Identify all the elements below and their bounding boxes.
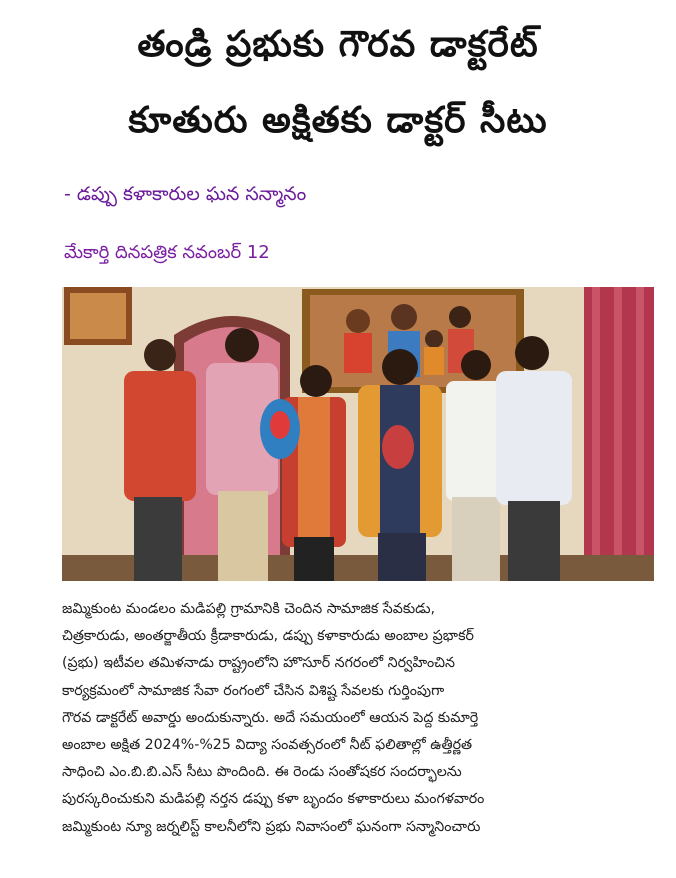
body-line: (ప్రభు) ఇటీవల తమిళనాడు రాష్ట్రంలోని హొసూర్ నగరంలో నిర్వహించిన — [62, 655, 456, 672]
article-body — [62, 596, 656, 841]
body-line: అంబాల అక్షిత 2024%-%25 విద్యా సంవత్సరంలో నీట్ ఫలితాల్లో ఉత్తీర్ణత — [62, 737, 473, 754]
person-red-shirt — [124, 371, 196, 501]
subheadline: - డప్పు కళాకారుల ఘన సన్మానం — [64, 183, 307, 205]
news-photo — [62, 287, 654, 581]
body-line: గౌరవ డాక్టరేట్ అవార్డు అందుకున్నారు. అదే సమయంలో ఆయన పెద్ద కుమార్తె — [62, 709, 479, 726]
headline-line-1: తండ్రి ప్రభుకు గౌరవ డాక్టరేట్ — [137, 24, 539, 65]
headline-line-2: కూతురు అక్షితకు డాక్టర్ సీటు — [128, 100, 548, 141]
body-line: జమ్మికుంట మండలం మడిపల్లి గ్రామానికి చెందిన సామాజిక సేవకుడు, — [62, 601, 436, 617]
body-line: పురస్కరించుకుని మడిపల్లి నర్తన డప్పు కళా బృందం కళాకారులు మంగళవారం — [62, 791, 485, 808]
body-line: సాధించి ఎం.బి.బి.ఎస్ సీటు పొందింది. ఈ రెండు సంతోషకర సందర్భాలను — [62, 764, 462, 781]
dateline: మేకార్తి దినపత్రిక నవంబర్ 12 — [64, 242, 270, 263]
body-line: కార్యక్రమంలో సామాజిక సేవా రంగంలో చేసిన విశిష్ట సేవలకు గుర్తింపుగా — [62, 682, 445, 699]
person-light-shirt — [496, 371, 572, 505]
body-line: చిత్రకారుడు, అంతర్జాతీయ క్రీడాకారుడు, డప్పు కళాకారుడు అంబాల ప్రభాకర్ — [62, 628, 474, 645]
body-line: జమ్మికుంట న్యూ జర్నలిస్ట్ కాలనీలోని ప్రభు నివాసంలో ఘనంగా సన్మానించారు — [62, 818, 481, 835]
